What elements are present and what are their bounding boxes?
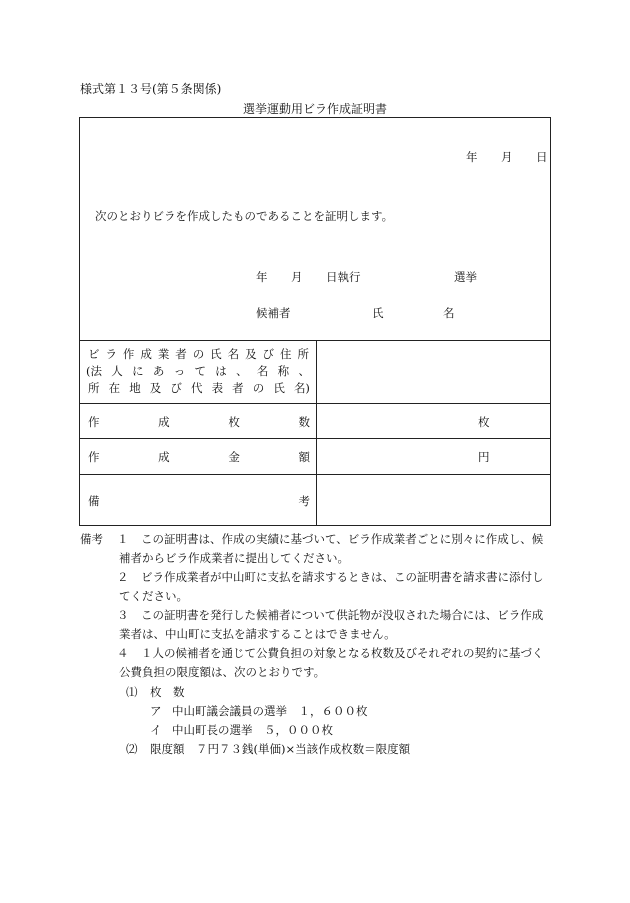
date-day: 日 [536, 150, 548, 164]
maker-label-line-1: ビ ラ 作 成 業 者 の 氏 名 及 び 住 所 [88, 347, 309, 361]
note-4-text-cont: 公費負担の限度額は、次のとおりです。 [119, 665, 326, 679]
notes-heading: 備考 [80, 532, 103, 546]
remarks-label: 備 考 [88, 494, 310, 508]
note-2-text: ビラ作成業者が中山町に支払を請求するときは、この証明書を請求書に添付し [141, 570, 544, 584]
row-divider [80, 340, 550, 341]
column-divider [316, 340, 317, 526]
note-1-text: この証明書は、作成の実績に基づいて、ビラ作成業者ごとに別々に作成し、候 [141, 532, 544, 546]
subitem-2-text: 限度額 ７円７３銭(単価)×当該作成枚数＝限度額 [150, 742, 411, 756]
note-4-number: ４ [117, 646, 129, 660]
maker-label-line-2: (法 人 に あ っ て は 、 名 称 、 [86, 364, 310, 378]
subitem-2-number: ⑵ [126, 742, 138, 756]
amount-label: 作 成 金 額 [88, 450, 310, 464]
note-2-number: ２ [117, 570, 129, 584]
row-divider [80, 474, 550, 475]
candidate-label: 候補者 [256, 306, 291, 320]
certification-statement: 次のとおりビラを作成したものであることを証明します。 [95, 209, 394, 223]
date-month: 月 [501, 150, 513, 164]
maker-label-line-3: 所 在 地 及 び 代 表 者 の 氏 名) [88, 381, 310, 395]
note-3-text: この証明書を発行した候補者について供託物が没収された場合には、ビラ作成 [141, 608, 544, 622]
row-divider [80, 403, 550, 404]
row-divider [80, 438, 550, 439]
note-1-number: １ [117, 532, 129, 546]
count-unit: 枚 [478, 415, 490, 429]
note-1-text-cont: 補者からビラ作成業者に提出してください。 [119, 551, 349, 565]
count-label: 作 成 枚 数 [88, 415, 310, 429]
note-3-text-cont: 業者は、中山町に支払を請求することはできません。 [119, 627, 396, 641]
election-held-day: 日執行 [326, 270, 361, 284]
date-year: 年 [466, 150, 478, 164]
subitem-1a-mark: ア [150, 704, 162, 718]
subitem-1-text: 枚 数 [150, 685, 185, 699]
subitem-1-number: ⑴ [126, 685, 138, 699]
name-label-1: 氏 [372, 306, 384, 320]
election-name: 選挙 [454, 270, 477, 284]
note-4-text: １人の候補者を通じて公費負担の対象となる枚数及びそれぞれの契約に基づく [141, 646, 544, 660]
note-2-text-cont: てください。 [119, 589, 188, 603]
election-year: 年 [256, 270, 268, 284]
election-month: 月 [291, 270, 303, 284]
certificate-table [79, 117, 551, 526]
document-title: 選挙運動用ビラ作成証明書 [242, 102, 387, 116]
name-label-2: 名 [443, 306, 455, 320]
subitem-1a-text: 中山町議会議員の選挙 １，６００枚 [172, 704, 368, 718]
form-number: 様式第１３号(第５条関係) [80, 82, 222, 96]
note-3-number: ３ [117, 608, 129, 622]
subitem-1b-mark: イ [150, 723, 162, 737]
subitem-1b-text: 中山町長の選挙 ５，０００枚 [172, 723, 333, 737]
amount-unit: 円 [478, 450, 490, 464]
